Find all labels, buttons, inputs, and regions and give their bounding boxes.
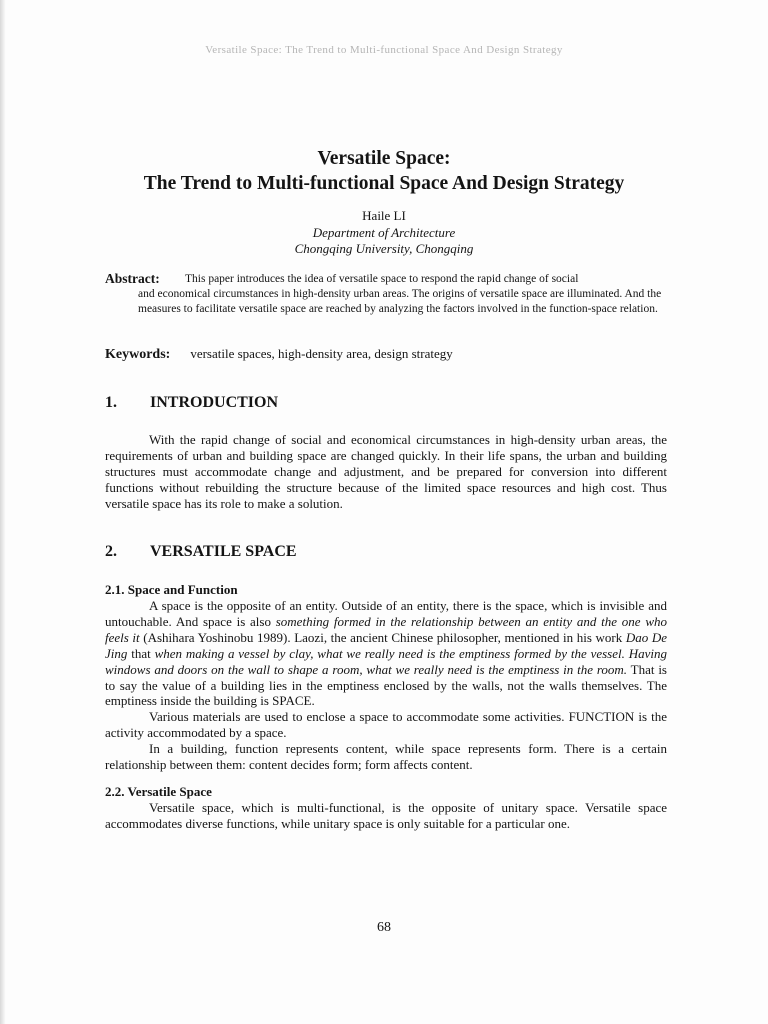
keywords-text: versatile spaces, high-density area, design strategy: [190, 346, 453, 361]
p1-text-c: that: [127, 645, 155, 661]
p1-text-d: That is to say the value of a building lies in the emptiness enclosed by the walls, not the walls themselves. The emptiness inside the building is SPACE.: [105, 661, 667, 709]
section-2-number: 2.: [105, 543, 117, 560]
keywords-label: Keywords:: [105, 347, 171, 362]
abstract: [105, 272, 665, 317]
keywords: [105, 346, 453, 363]
paper-title-line-2: The Trend to Multi-functional Space And Design Strategy: [143, 173, 625, 194]
subsection-2-1-paragraph-2: Various materials are used to enclose a space to accommodate some activities. FUNCTION is the activity accommodated by a space.: [105, 709, 667, 741]
title-block: [0, 146, 768, 196]
page-number: 68: [377, 920, 391, 935]
abstract-first-line: This paper introduces the idea of versatile space to respond the rapid change of social: [185, 273, 579, 285]
author-block: [0, 208, 768, 258]
subsection-2-2-heading: 2.2. Versatile Space: [105, 784, 212, 799]
subsection-2-1-heading: 2.1. Space and Function: [105, 582, 238, 597]
p1-emphasis-2: Dao De Jing: [105, 629, 668, 661]
p1-emphasis-1: something formed in the relationship between an entity and the one who feels it: [105, 613, 667, 645]
section-2-title: VERSATILE SPACE: [150, 543, 297, 560]
subsection-2-2-body: [105, 800, 667, 832]
section-1-body: [105, 432, 667, 512]
author-name: Haile LI: [362, 208, 406, 223]
section-1-heading: [105, 394, 278, 412]
abstract-label: Abstract:: [105, 271, 160, 286]
subsection-2-1-paragraph-1: [105, 598, 667, 709]
section-2-heading: [105, 543, 297, 561]
subsection-2-1-paragraph-3: In a building, function represents content, while space represents form. There is a certain relationship between them: content decides form; form affects content.: [105, 741, 667, 773]
abstract-body: and economical circumstances in high-density urban areas. The origins of versatile space are illuminated. And the measures to facilitate versatile space are reached by analyzing the factors involved in the function-space relation.: [138, 288, 662, 315]
p1-emphasis-3: when making a vessel by clay, what we really need is the emptiness formed by the vessel. Having windows and doors on the wall to shape a room, what we really need is the emptiness in the room.: [105, 645, 667, 677]
section-1-paragraph: With the rapid change of social and economical circumstances in high-density urban areas, the requirements of urban and building space are changed quickly. In their life spans, the urban and building structures must accommodate change and adjustment, and be prepared for conversion into different functions without rebuilding the structure because of the limited space resources and high cost. Thus versatile space has its role to make a solution.: [105, 432, 667, 511]
author-department: Department of Architecture: [312, 224, 456, 240]
p1-text-b: (Ashihara Yoshinobu 1989). Laozi, the ancient Chinese philosopher, mentioned in his work: [139, 629, 626, 645]
subsection-2-2-paragraph-1: Versatile space, which is multi-functional, is the opposite of unitary space. Versatile space accommodates diverse functions, while unitary space is only suitable for a particular one.: [105, 800, 667, 831]
running-header: Versatile Space: The Trend to Multi-functional Space And Design Strategy: [205, 44, 563, 56]
paper-title-line-1: Versatile Space:: [317, 148, 451, 169]
author-university: Chongqing University, Chongqing: [294, 241, 474, 256]
section-1-number: 1.: [105, 394, 117, 411]
subsection-2-1-body: [105, 598, 667, 773]
section-1-title: INTRODUCTION: [150, 394, 279, 411]
p1-text-a: A space is the opposite of an entity. Outside of an entity, there is the space, which is invisible and untouchable. And space is also: [105, 598, 667, 629]
